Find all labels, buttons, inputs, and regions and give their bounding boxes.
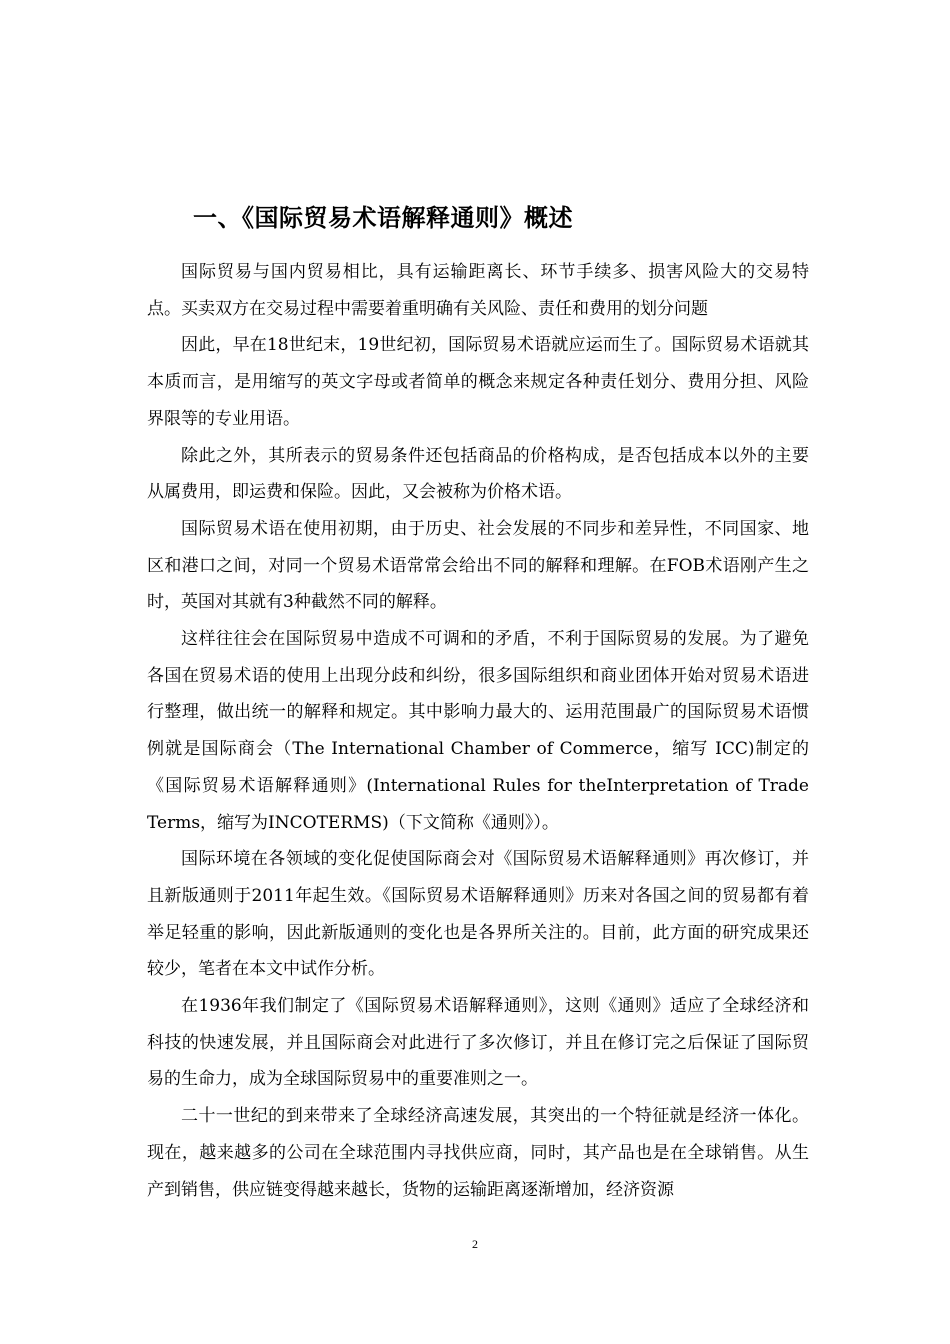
paragraph-4: 国际贸易术语在使用初期，由于历史、社会发展的不同步和差异性，不同国家、地区和港口之间，对同一个贸易术语常常会给出不同的解释和理解。在FOB术语刚产生之时，英国对其就有3种截然不同的解释。 [147, 518, 809, 613]
paragraph-1: 国际贸易与国内贸易相比，具有运输距离长、环节手续多、损害风险大的交易特点。买卖双方在交易过程中需要着重明确有关风险、责任和费用的划分问题 [147, 262, 809, 319]
page-number: 2 [472, 1237, 478, 1251]
paragraph-5: 这样往往会在国际贸易中造成不可调和的矛盾，不利于国际贸易的发展。为了避免各国在贸易术语的使用上出现分歧和纠纷，很多国际组织和商业团体开始对贸易术语进行整理，做出统一的解释和规定。其中影响力最大的、运用范围最广的国际贸易术语惯例就是国际商会（The International Chamber of Commerce，缩写 ICC)制定的《国际贸易术语解释通则》(International Rules for theInterpretation of Trade Terms，缩写为INCOTERMS)（下文简称《通则》）。 [147, 629, 809, 833]
paragraph-3: 除此之外，其所表示的贸易条件还包括商品的价格构成，是否包括成本以外的主要从属费用，即运费和保险。因此，又会被称为价格术语。 [147, 445, 809, 503]
paragraph-2: 因此，早在18世纪末，19世纪初，国际贸易术语就应运而生了。国际贸易术语就其本质而言，是用缩写的英文字母或者简单的概念来规定各种责任划分、费用分担、风险界限等的专业用语。 [147, 335, 809, 429]
paragraph-8: 二十一世纪的到来带来了全球经济高速发展，其突出的一个特征就是经济一体化。现在，越来越多的公司在全球范围内寻找供应商，同时，其产品也是在全球销售。从生产到销售，供应链变得越来越长，货物的运输距离逐渐增加，经济资源 [147, 1106, 809, 1200]
body-text [147, 254, 809, 1208]
paragraph-7: 在1936年我们制定了《国际贸易术语解释通则》，这则《通则》适应了全球经济和科技的快速发展，并且国际商会对此进行了多次修订，并且在修订完之后保证了国际贸易的生命力，成为全球国际贸易中的重要准则之一。 [147, 996, 809, 1090]
section-heading: 一、《国际贸易术语解释通则》概述 [193, 204, 573, 232]
paragraph-6: 国际环境在各领域的变化促使国际商会对《国际贸易术语解释通则》再次修订，并且新版通则于2011年起生效。《国际贸易术语解释通则》历来对各国之间的贸易都有着举足轻重的影响，因此新版通则的变化也是各界所关注的。目前，此方面的研究成果还较少，笔者在本文中试作分析。 [147, 849, 809, 980]
